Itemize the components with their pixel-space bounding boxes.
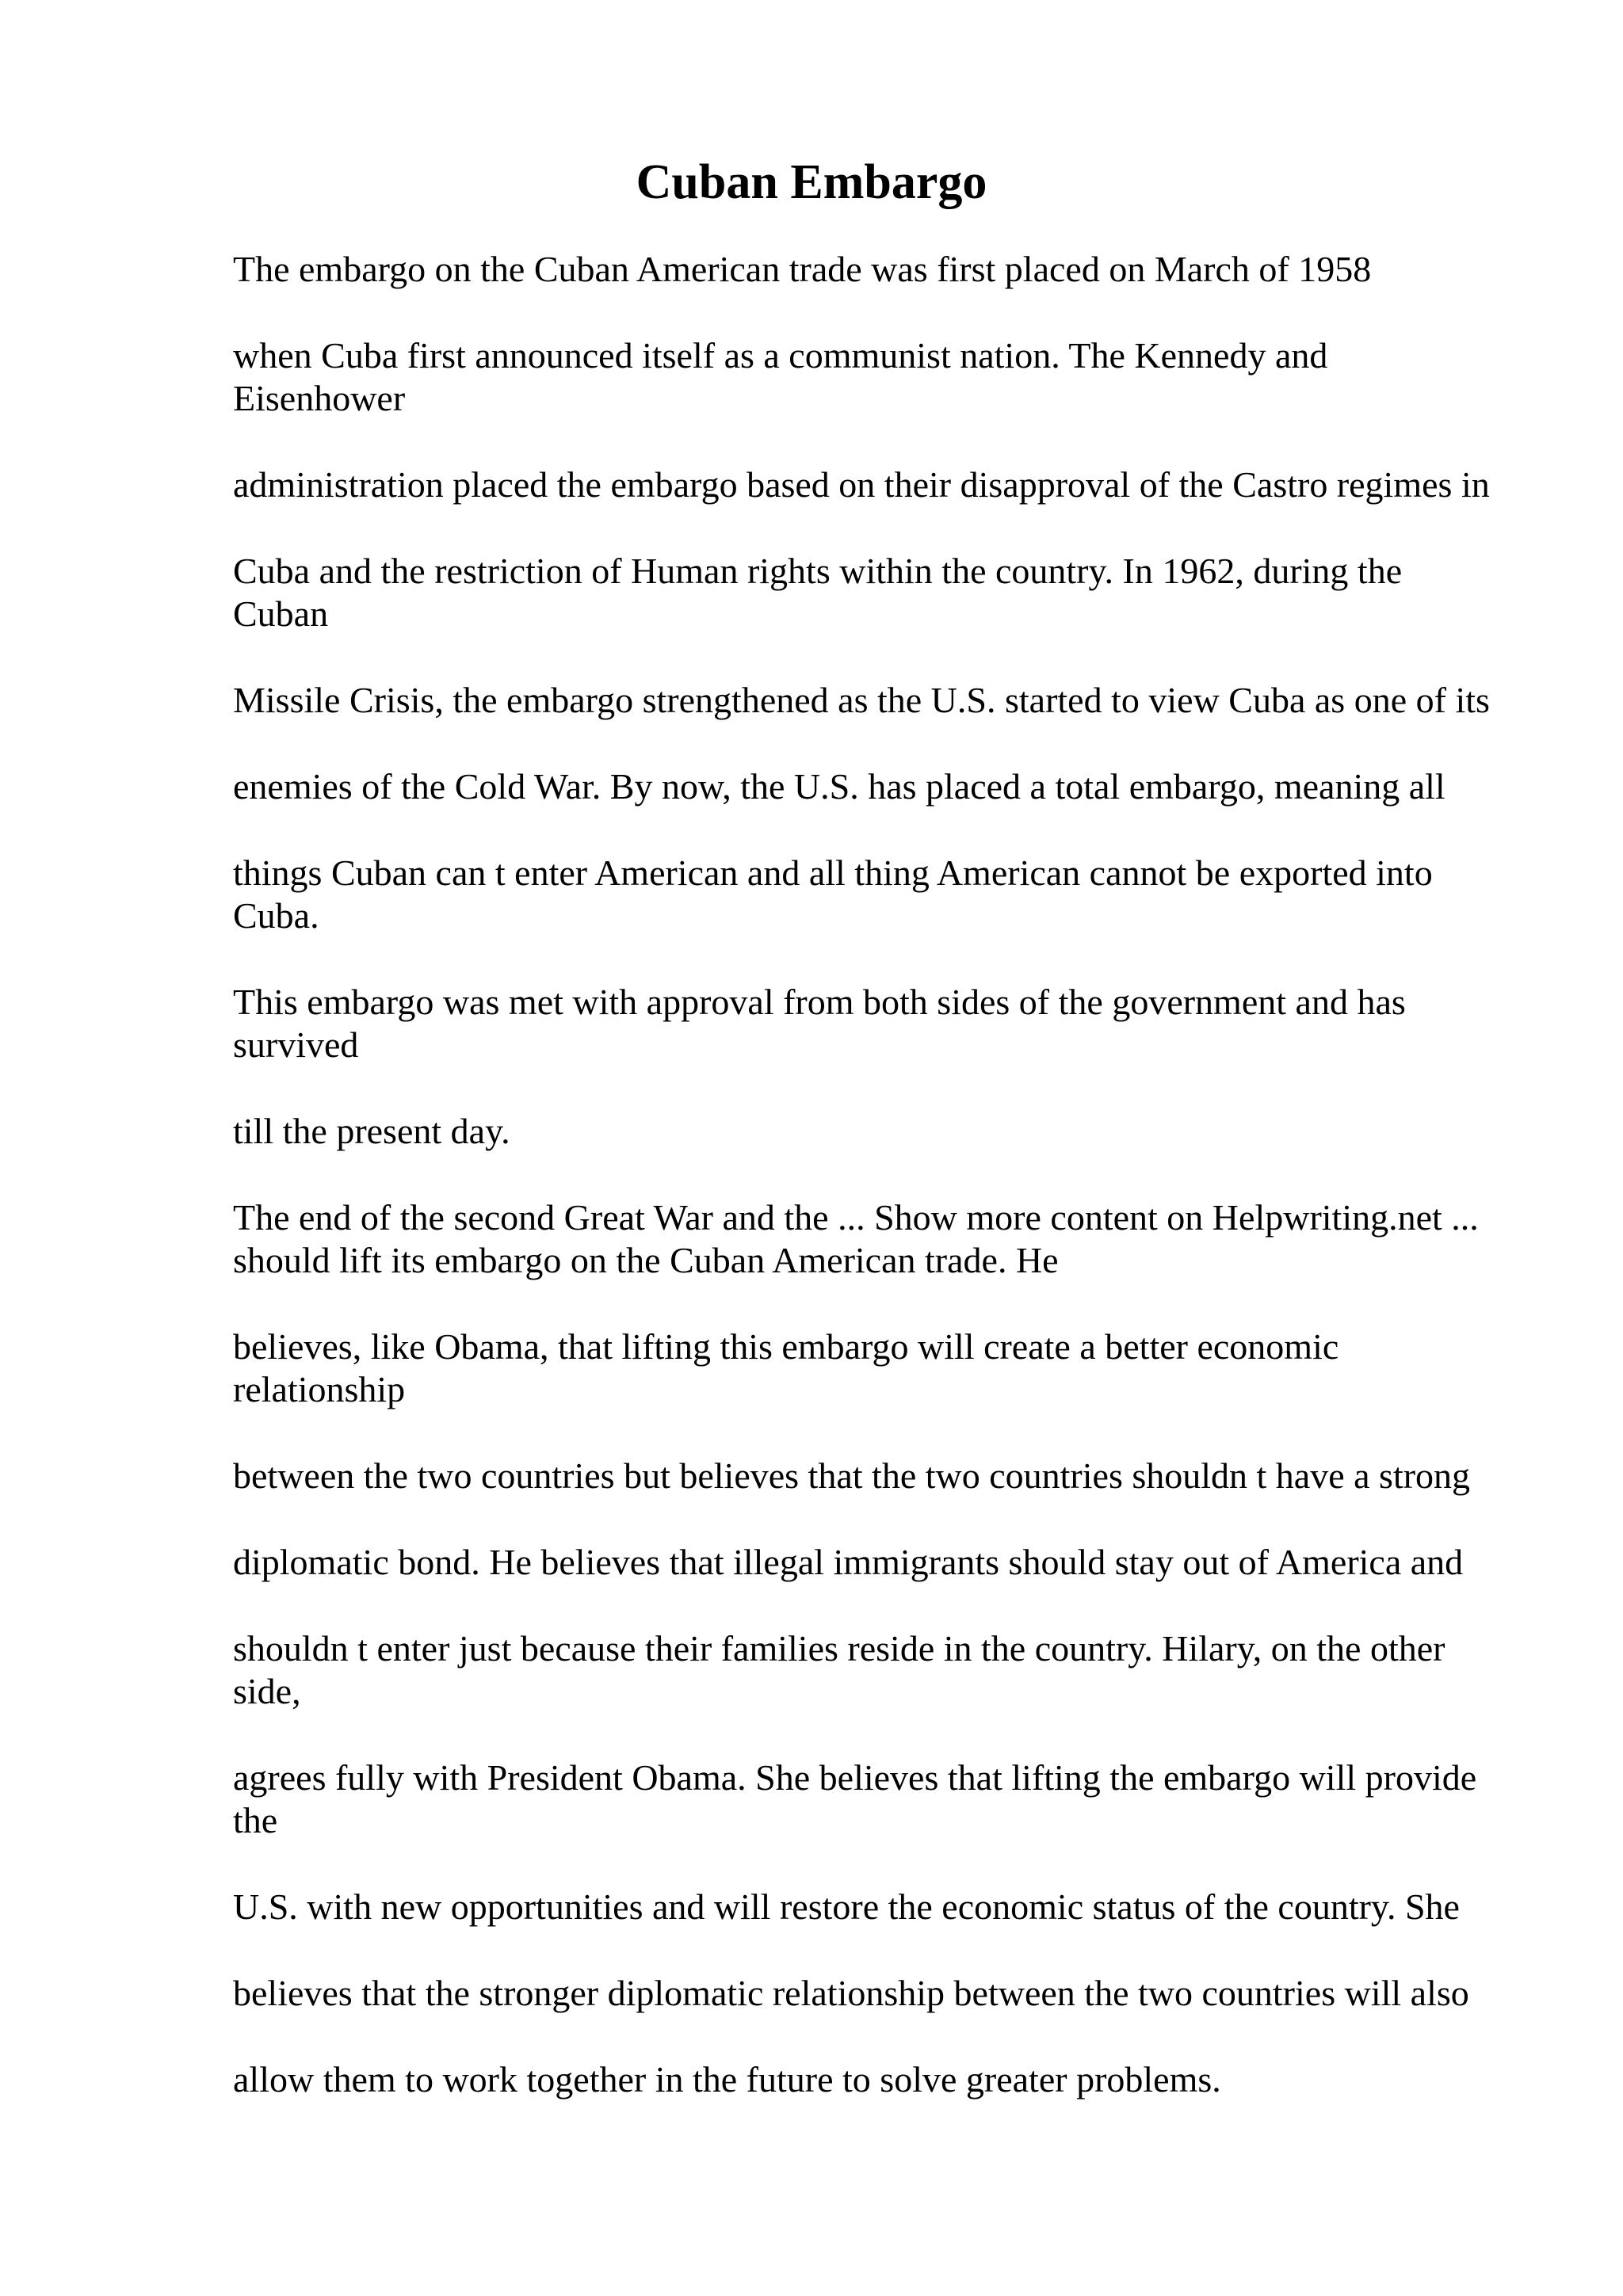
text-line: between the two countries but believes that the two countries shouldn t have a strong: [233, 1455, 1471, 1496]
text-line: the: [233, 1800, 278, 1840]
text-line: believes that the stronger diplomatic relationship between the two countries will also: [233, 1973, 1469, 2013]
document-title: Cuban Embargo: [636, 155, 987, 209]
text-line: side,: [233, 1671, 301, 1711]
text-line: Eisenhower: [233, 378, 406, 418]
text-line: allow them to work together in the future to solve greater problems.: [233, 2059, 1221, 2100]
text-line: Cuban: [233, 593, 329, 634]
text-line: Cuba and the restriction of Human rights within the country. In 1962, during the: [233, 551, 1403, 591]
text-line: The end of the second Great War and the ... Show more content on Helpwriting.net ...: [233, 1197, 1479, 1238]
text-line: survived: [233, 1024, 359, 1065]
text-line: Cuba.: [233, 895, 319, 936]
text-line: till the present day.: [233, 1111, 510, 1151]
text-line: Missile Crisis, the embargo strengthened as the U.S. started to view Cuba as one of its: [233, 680, 1490, 720]
text-line: administration placed the embargo based on their disapproval of the Castro regimes in: [233, 464, 1490, 505]
text-line: enemies of the Cold War. By now, the U.S. has placed a total embargo, meaning all: [233, 766, 1445, 807]
text-line: shouldn t enter just because their families reside in the country. Hilary, on the other: [233, 1628, 1445, 1669]
text-line: The embargo on the Cuban American trade was first placed on March of 1958: [233, 249, 1372, 289]
text-line: agrees fully with President Obama. She believes that lifting the embargo will provide: [233, 1757, 1477, 1798]
text-line: believes, like Obama, that lifting this embargo will create a better economic: [233, 1326, 1339, 1367]
text-line: relationship: [233, 1369, 406, 1409]
text-line: things Cuban can t enter American and all thing American cannot be exported into: [233, 852, 1433, 893]
text-line: diplomatic bond. He believes that illegal immigrants should stay out of America and: [233, 1542, 1464, 1582]
text-line: This embargo was met with approval from both sides of the government and has: [233, 982, 1406, 1022]
text-line: U.S. with new opportunities and will restore the economic status of the country. She: [233, 1886, 1460, 1927]
text-line: when Cuba first announced itself as a communist nation. The Kennedy and: [233, 335, 1328, 376]
text-line: should lift its embargo on the Cuban American trade. He: [233, 1240, 1059, 1280]
